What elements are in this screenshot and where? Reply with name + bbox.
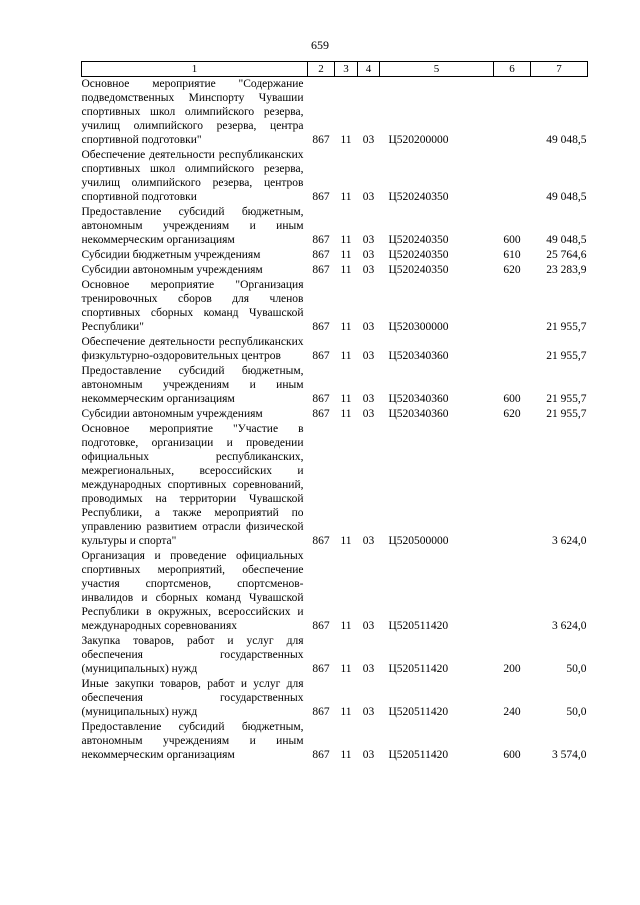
row-grbs: 867 — [312, 393, 330, 405]
row-name: Организация и проведение официальных спортивных мероприятий, обеспечение участия спортсменов, спортсменов-инвалидов и сборных команд Чувашской Республики в окружных, всероссийских и международных соревнованиях — [81, 550, 304, 632]
row-expense-type: 240 — [503, 706, 521, 718]
row-name: Предоставление субсидий бюджетным, автономным учреждениям и иным некоммерческим организациям — [81, 206, 304, 246]
row-amount: 21 955,7 — [546, 350, 587, 362]
row-subsection: 03 — [362, 706, 375, 718]
row-name: Основное мероприятие "Организация тренировочных сборов для членов спортивных сборных команд Чувашской Республики" — [81, 279, 304, 333]
row-target-code: Ц520511420 — [388, 706, 449, 718]
row-grbs: 867 — [312, 663, 330, 675]
row-section: 11 — [340, 321, 352, 333]
table-row — [82, 205, 588, 248]
row-expense-type — [494, 77, 531, 149]
row-name: Предоставление субсидий бюджетным, автономным учреждениям и иным некоммерческим организациям — [81, 365, 304, 405]
row-subsection: 03 — [362, 234, 375, 246]
row-expense-type — [494, 335, 531, 364]
row-target-code: Ц520200000 — [388, 134, 449, 146]
row-grbs: 867 — [312, 249, 330, 261]
header-col-4: 4 — [358, 62, 380, 77]
table-body — [82, 77, 588, 764]
row-name: Обеспечение деятельности республиканских физкультурно-оздоровительных центров — [81, 336, 304, 362]
row-name: Предоставление субсидий бюджетным, автономным учреждениям и иным некоммерческим организациям — [81, 721, 304, 761]
row-section: 11 — [340, 749, 352, 761]
row-amount: 3 624,0 — [552, 535, 587, 547]
header-col-7: 7 — [531, 62, 588, 77]
row-section: 11 — [340, 706, 352, 718]
row-subsection: 03 — [362, 191, 375, 203]
row-amount: 50,0 — [566, 663, 587, 675]
row-subsection: 03 — [362, 749, 375, 761]
header-col-2: 2 — [308, 62, 335, 77]
header-col-5: 5 — [380, 62, 494, 77]
row-subsection: 03 — [362, 350, 375, 362]
table-row — [82, 335, 588, 364]
row-target-code: Ц520340360 — [388, 408, 449, 420]
row-amount: 50,0 — [566, 706, 587, 718]
row-grbs: 867 — [312, 350, 330, 362]
row-expense-type: 620 — [503, 264, 521, 276]
table-row — [82, 549, 588, 634]
row-amount: 21 955,7 — [546, 321, 587, 333]
row-subsection: 03 — [362, 249, 375, 261]
budget-table — [81, 61, 588, 763]
row-grbs: 867 — [312, 191, 330, 203]
row-section: 11 — [340, 620, 352, 632]
row-grbs: 867 — [312, 234, 330, 246]
row-name: Основное мероприятие "Содержание подведомственных Минспорту Чувашии спортивных школ олимпийского резерва, училищ олимпийского резерва, центра спортивной подготовки" — [81, 78, 304, 146]
row-subsection: 03 — [362, 408, 375, 420]
row-target-code: Ц520300000 — [388, 321, 449, 333]
header-col-1: 1 — [82, 62, 308, 77]
table-row — [82, 677, 588, 720]
table-row — [82, 634, 588, 677]
row-target-code: Ц520240350 — [388, 264, 449, 276]
row-subsection: 03 — [362, 264, 375, 276]
row-amount: 3 624,0 — [552, 620, 587, 632]
row-amount: 21 955,7 — [546, 408, 587, 420]
row-expense-type — [494, 148, 531, 205]
table-row — [82, 148, 588, 205]
table-row — [82, 263, 588, 278]
row-name: Закупка товаров, работ и услуг для обеспечения государственных (муниципальных) нужд — [81, 635, 304, 675]
row-expense-type: 600 — [503, 234, 521, 246]
row-target-code: Ц520511420 — [388, 749, 449, 761]
table-row — [82, 407, 588, 422]
row-subsection: 03 — [362, 620, 375, 632]
row-target-code: Ц520511420 — [388, 663, 449, 675]
header-col-6: 6 — [494, 62, 531, 77]
row-amount: 21 955,7 — [546, 393, 587, 405]
row-target-code: Ц520340360 — [388, 350, 449, 362]
row-subsection: 03 — [362, 535, 375, 547]
row-amount: 3 574,0 — [552, 749, 587, 761]
header-col-3: 3 — [335, 62, 358, 77]
row-target-code: Ц520240350 — [388, 234, 449, 246]
row-expense-type: 600 — [503, 393, 521, 405]
table-row — [82, 364, 588, 407]
row-expense-type: 620 — [503, 408, 521, 420]
row-section: 11 — [340, 535, 352, 547]
row-section: 11 — [340, 393, 352, 405]
row-grbs: 867 — [312, 535, 330, 547]
row-grbs: 867 — [312, 749, 330, 761]
row-section: 11 — [340, 408, 352, 420]
row-target-code: Ц520500000 — [388, 535, 449, 547]
row-name: Иные закупки товаров, работ и услуг для обеспечения государственных (муниципальных) нужд — [81, 678, 304, 718]
row-subsection: 03 — [362, 321, 375, 333]
row-amount: 49 048,5 — [546, 134, 587, 146]
row-expense-type: 200 — [503, 663, 521, 675]
table-row — [82, 77, 588, 149]
row-name: Субсидии автономным учреждениям — [81, 264, 263, 276]
row-amount: 49 048,5 — [546, 234, 587, 246]
row-expense-type — [494, 278, 531, 335]
row-expense-type: 600 — [503, 749, 521, 761]
row-name: Субсидии бюджетным учреждениям — [81, 249, 261, 261]
table-row — [82, 248, 588, 263]
row-name: Субсидии автономным учреждениям — [81, 408, 263, 420]
row-subsection: 03 — [362, 393, 375, 405]
row-expense-type — [494, 549, 531, 634]
row-target-code: Ц520511420 — [388, 620, 449, 632]
table-row — [82, 422, 588, 549]
row-target-code: Ц520340360 — [388, 393, 449, 405]
table-header — [82, 62, 588, 77]
row-grbs: 867 — [312, 620, 330, 632]
row-section: 11 — [340, 234, 352, 246]
row-grbs: 867 — [312, 706, 330, 718]
row-section: 11 — [340, 350, 352, 362]
row-expense-type — [494, 422, 531, 549]
row-grbs: 867 — [312, 134, 330, 146]
row-amount: 23 283,9 — [546, 264, 587, 276]
row-target-code: Ц520240350 — [388, 191, 449, 203]
row-section: 11 — [340, 134, 352, 146]
row-amount: 25 764,6 — [546, 249, 587, 261]
row-target-code: Ц520240350 — [388, 249, 449, 261]
row-section: 11 — [340, 663, 352, 675]
table-row — [82, 278, 588, 335]
row-grbs: 867 — [312, 264, 330, 276]
row-grbs: 867 — [312, 408, 330, 420]
row-grbs: 867 — [312, 321, 330, 333]
page-number: 659 — [311, 38, 329, 52]
row-name: Обеспечение деятельности республиканских спортивных школ олимпийского резерва, училищ олимпийского резерва, центров спортивной подготовки — [81, 149, 304, 203]
row-section: 11 — [340, 264, 352, 276]
table-row — [82, 720, 588, 763]
row-section: 11 — [340, 191, 352, 203]
row-subsection: 03 — [362, 663, 375, 675]
row-subsection: 03 — [362, 134, 375, 146]
row-section: 11 — [340, 249, 352, 261]
row-name: Основное мероприятие "Участие в подготовке, организации и проведении официальных республиканских, межрегиональных, всероссийских и международных спортивных соревнований, проводимых на территории Чувашской Республики, а также мероприятий по управлению развитием отрасли физической культуры и спорта" — [81, 423, 304, 547]
row-amount: 49 048,5 — [546, 191, 587, 203]
row-expense-type: 610 — [503, 249, 521, 261]
